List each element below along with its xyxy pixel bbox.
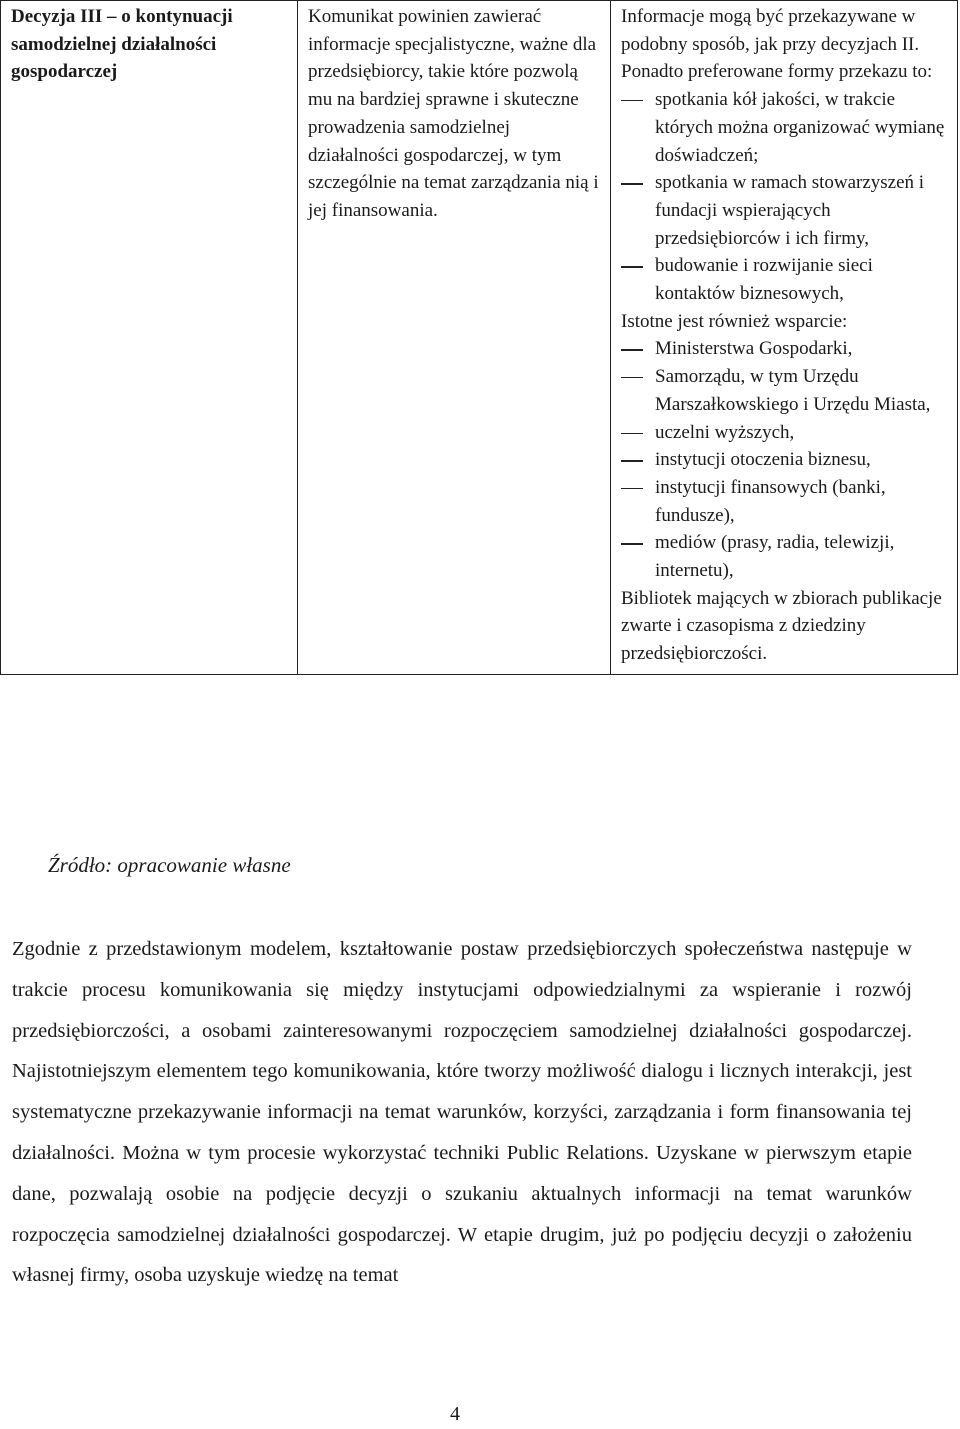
list-item: Ministerstwa Gospodarki, <box>621 335 947 363</box>
table-source-note: Źródło: opracowanie własne <box>48 853 291 877</box>
body-paragraph: Zgodnie z przedstawionym modelem, kształtowanie postaw przedsiębiorczych społeczeństwa następuje w trakcie procesu komunikowania się między instytucjami odpowiedzialnymi za wspieranie i rozwój przedsiębiorczości, a osobami zainteresowanymi rozpoczęciem samodzielnej działalności gospodarczej. Najistotniejszym elementem tego komunikowania, które tworzy możliwość dialogu i licznych interakcji, jest systematyczne przekazywanie informacji na temat warunków, korzyści, zarządzania i form finansowania tej działalności. Można w tym procesie wykorzystać techniki Public Relations. Uzyskane w pierwszym etapie dane, pozwalają osobie na podjęcie decyzji o szukaniu aktualnych informacji na temat warunków rozpoczęcia samodzielnej działalności gospodarczej. W etapie drugim, już po podjęciu decyzji o założeniu własnej firmy, osoba uzyskuje wiedzę na temat <box>12 938 912 1287</box>
message-text: Komunikat powinien zawierać informacje specjalistyczne, ważne dla przedsiębiorcy, takie które pozwolą mu na bardziej sprawne i skuteczne prowadzenia samodzielnej działalności gospodarczej, w tym szczególnie na temat zarządzania nią i jej finansowania. <box>308 6 599 221</box>
page-number: 4 <box>450 1403 460 1425</box>
support-intro: Istotne jest również wsparcie: <box>621 310 848 332</box>
channels-outro: Bibliotek mających w zbiorach publikacje zwarte i czasopisma z dziedziny przedsiębiorczości. <box>621 587 942 665</box>
list-item: spotkania w ramach stowarzyszeń i fundacji wspierających przedsiębiorców i ich firmy, <box>621 169 947 252</box>
decision-table <box>0 0 958 675</box>
support-list <box>621 335 947 584</box>
channels-cell <box>611 1 958 675</box>
list-item: budowanie i rozwijanie sieci kontaktów biznesowych, <box>621 252 947 307</box>
message-content-cell <box>298 1 611 675</box>
list-item: mediów (prasy, radia, telewizji, internetu), <box>621 529 947 584</box>
list-item: Samorządu, w tym Urzędu Marszałkowskiego i Urzędu Miasta, <box>621 363 947 418</box>
channels-intro: Informacje mogą być przekazywane w podobny sposób, jak przy decyzjach II. Ponadto preferowane formy przekazu to: <box>621 6 933 83</box>
list-item: instytucji otoczenia biznesu, <box>621 446 947 474</box>
list-item: instytucji finansowych (banki, fundusze), <box>621 474 947 529</box>
list-item: spotkania kół jakości, w trakcie których można organizować wymianę doświadczeń; <box>621 86 947 169</box>
table-row <box>1 1 958 675</box>
decision-label: Decyzja III – o kontynuacji samodzielnej działalności gospodarczej <box>11 6 233 83</box>
list-item: uczelni wyższych, <box>621 419 947 447</box>
decision-label-cell <box>1 1 298 675</box>
forms-list <box>621 86 947 308</box>
